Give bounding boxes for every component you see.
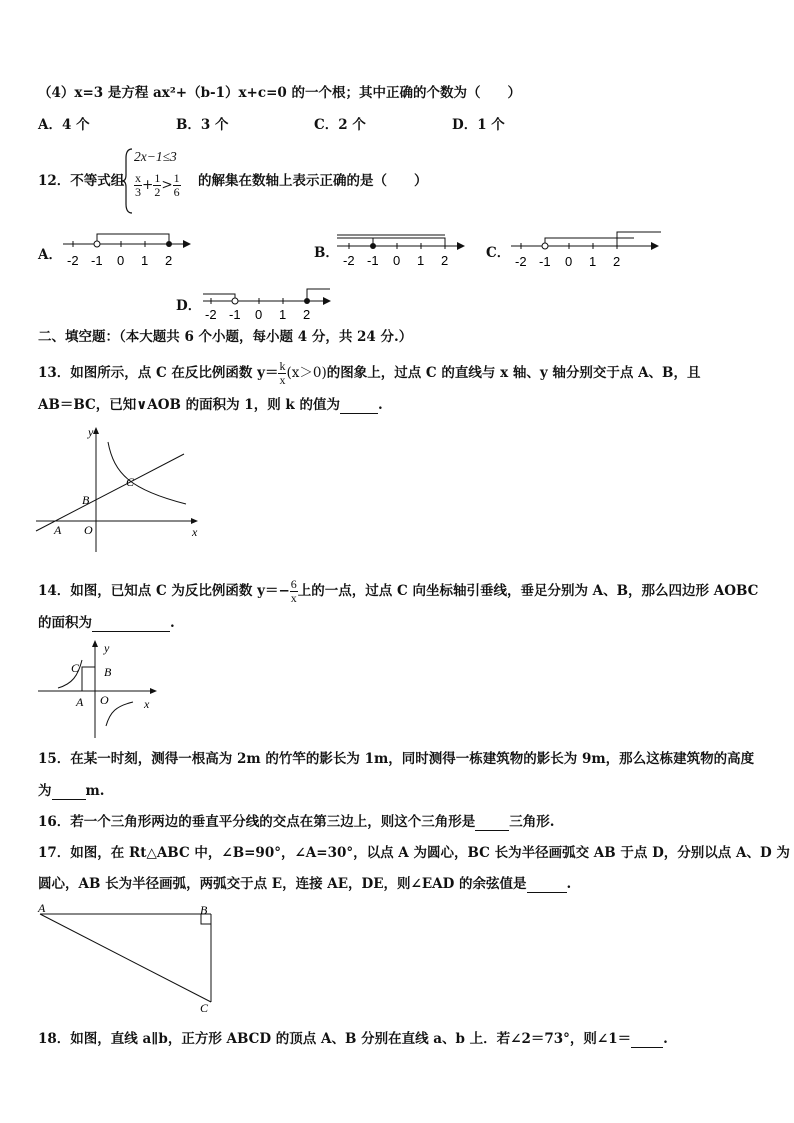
tick-d-1: 1	[279, 307, 287, 322]
tick-d-m2: -2	[205, 307, 217, 322]
tick-d-2: 2	[303, 307, 311, 322]
q16-text: 16．若一个三角形两边的垂直平分线的交点在第三边上，则这个三角形是 三角形.	[38, 814, 555, 830]
tick-c-m2: -2	[515, 254, 527, 269]
tick-b-0: 0	[393, 253, 401, 268]
q11-option-a: A．4 个	[38, 117, 90, 133]
q13-label-x: x	[192, 525, 198, 539]
tick-c-1: 1	[589, 254, 597, 269]
q13-figure	[36, 424, 211, 554]
section-2-heading: 二、填空题：（本大题共 6 个小题，每小题 4 分，共 24 分.）	[38, 329, 413, 345]
q17-line-2: 圆心，AB 长为半径画弧，两弧交于点 E，连接 AE，DE，则∠EAD 的余弦值是 .	[38, 876, 572, 892]
q11-option-b: B．3 个	[176, 117, 229, 133]
tick-c-2: 2	[613, 254, 621, 269]
q13-answer-blank[interactable]	[340, 399, 378, 414]
q12-option-c-label: C．	[486, 245, 511, 261]
q13-label-y: y	[88, 425, 94, 439]
q14-answer-blank[interactable]	[92, 617, 170, 632]
q17-line-1: 17．如图，在 Rt△ABC 中，∠B=90°，∠A=30°，以点 A 为圆心，BC 长为半径画弧交 AB 于点 D，分别以点 A、D 为	[38, 845, 790, 861]
q14-frac-6-x: $\frac{6}{x}$	[290, 577, 297, 605]
q14-label-b: B	[104, 665, 112, 679]
q12-option-b-label: B．	[314, 245, 339, 261]
q14-line-1: 14．如图，已知点 C 为反比例函数 y＝− $\frac{6}{x}$ 上的一点，过点 C 向坐标轴引垂线，垂足分别为 A、B，那么四边形 AOBC	[38, 577, 759, 605]
tick-a-0: 0	[117, 253, 125, 268]
tick-d-0: 0	[255, 307, 263, 322]
q13-label-a: A	[54, 523, 62, 537]
q11-option-d: D．1 个	[452, 117, 505, 133]
q12-option-d-label: D．	[176, 298, 202, 314]
tick-c-m1: -1	[539, 254, 551, 269]
q11-statement-4: （4）x=3 是方程 ax²+（b-1）x+c=0 的一个根；其中正确的个数为（ ）	[38, 85, 521, 101]
q14-label-y: y	[104, 641, 110, 655]
q13-label-c: C	[126, 475, 135, 489]
q12-option-a-number-line	[58, 232, 198, 272]
tick-c-0: 0	[565, 254, 573, 269]
q14-line-2: 的面积为 .	[38, 615, 175, 631]
q13-frac-k-x: $\frac{k}{x}$	[279, 359, 286, 387]
q14-figure	[38, 640, 168, 740]
tick-a-m2: -2	[67, 253, 79, 268]
q15-answer-blank[interactable]	[52, 785, 86, 800]
q12-frac-1-6: $\frac{1}{6}$	[173, 171, 180, 199]
q18-answer-blank[interactable]	[631, 1033, 663, 1048]
q13-label-o: O	[84, 523, 93, 537]
q13-label-b: B	[82, 493, 90, 507]
tick-a-m1: -1	[91, 253, 103, 268]
q17-triangle-figure	[36, 902, 226, 1022]
q12-suffix: 的解集在数轴上表示正确的是（ ）	[198, 173, 428, 189]
q12-system-brace	[122, 148, 134, 214]
q14-label-c: C	[71, 661, 80, 675]
q12-option-d-number-line	[198, 286, 338, 326]
q13-line-1: 13．如图所示，点 C 在反比例函数 y＝ $\frac{k}{x}$ (x＞0)的图象上，过点 C 的直线与 x 轴、y 轴分别交于点 A、B，且	[38, 359, 701, 387]
q15-line-1: 15．在某一时刻，测得一根高为 2m 的竹竿的影长为 1m，同时测得一栋建筑物的影长为 9m，那么这栋建筑物的高度	[38, 751, 755, 767]
q12-option-c-number-line	[506, 230, 666, 272]
q12-option-b-number-line	[332, 232, 472, 272]
tick-a-1: 1	[141, 253, 149, 268]
q12-frac-x-3: $\frac{x}{3}$	[135, 171, 141, 199]
tick-d-m1: -1	[229, 307, 241, 322]
q17-label-a: A	[38, 901, 46, 915]
q17-label-b: B	[200, 903, 208, 917]
tick-b-m1: -1	[367, 253, 379, 268]
q11-option-c: C．2 个	[314, 117, 366, 133]
q12-inequality-2: $\frac{x}{3}$ + $\frac{1}{2}$ > $\frac{1}{6}$	[135, 171, 180, 199]
q16-answer-blank[interactable]	[475, 816, 509, 831]
q14-label-o: O	[100, 693, 109, 707]
q14-label-a: A	[76, 695, 84, 709]
q12-frac-1-2: $\frac{1}{2}$	[154, 171, 161, 199]
tick-a-2: 2	[165, 253, 173, 268]
q12-option-a-label: A．	[38, 247, 62, 263]
q17-label-c: C	[200, 1001, 209, 1015]
tick-b-2: 2	[441, 253, 449, 268]
tick-b-1: 1	[417, 253, 425, 268]
q12-prefix: 12．不等式组	[38, 173, 125, 189]
q17-answer-blank[interactable]	[527, 878, 567, 893]
tick-b-m2: -2	[343, 253, 355, 268]
q15-line-2: 为 m.	[38, 783, 105, 799]
q12-inequality-1: 2x−1≤3	[134, 149, 177, 164]
q13-line-2: AB＝BC，已知∨AOB 的面积为 1，则 k 的值为 .	[38, 397, 383, 413]
q18-text: 18．如图，直线 a∥b，正方形 ABCD 的顶点 A、B 分别在直线 a、b 上．若∠2＝73°，则∠1＝ .	[38, 1031, 668, 1047]
q14-label-x: x	[144, 697, 150, 711]
